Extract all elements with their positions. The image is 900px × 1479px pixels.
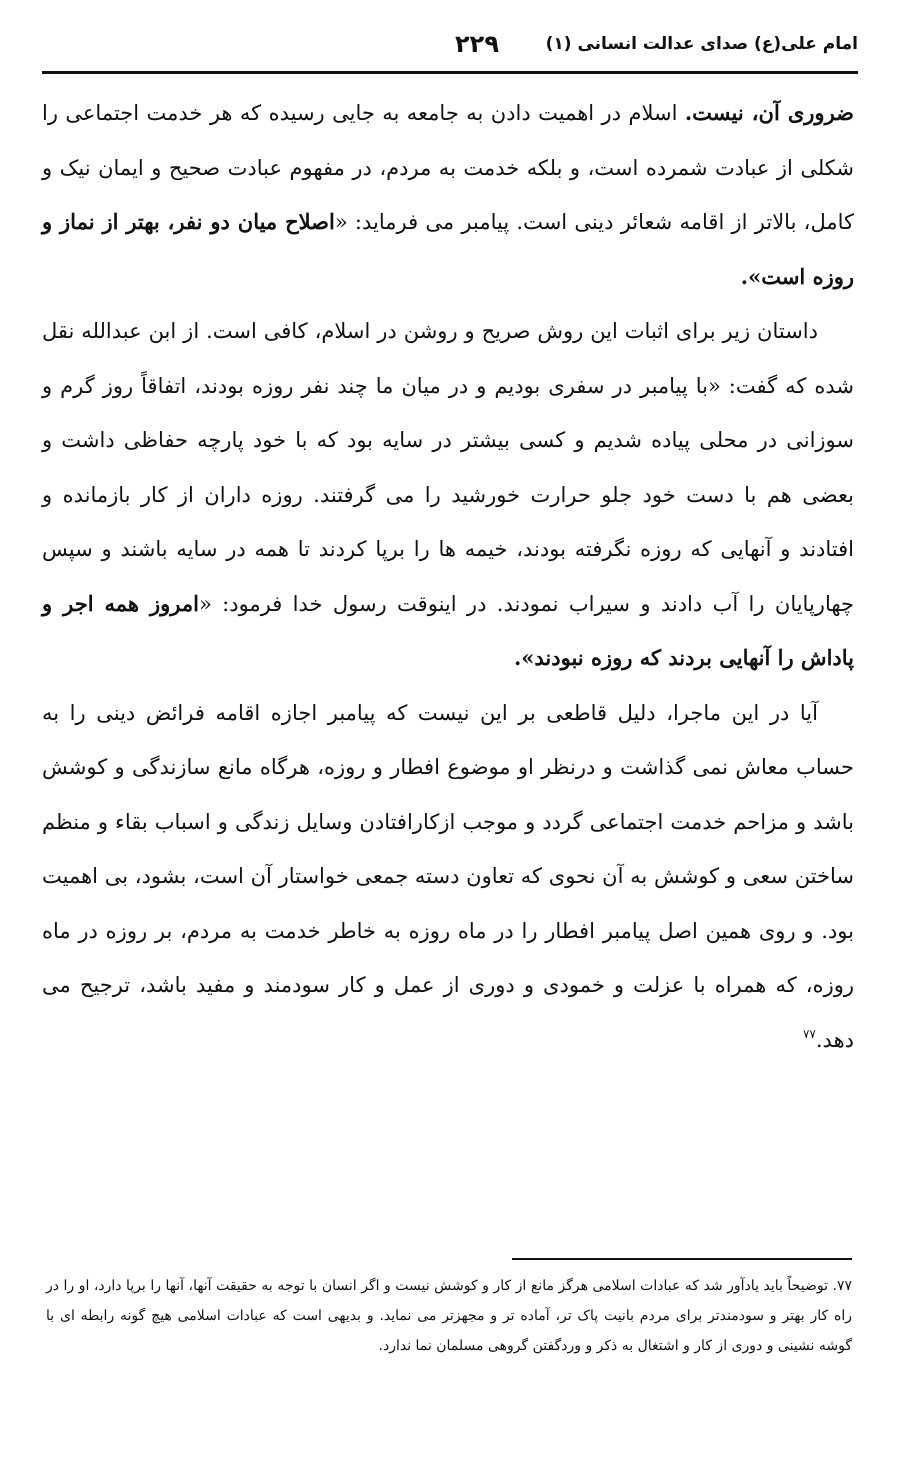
paragraph-2 [42, 304, 854, 686]
running-header [42, 30, 858, 70]
bold-phrase: ضروری آن، نیست. [684, 100, 854, 125]
quote-close: ». [740, 263, 762, 289]
paragraph-text: داستان زیر برای اثبات این روش صریح و روشن در اسلام، کافی است. از ابن عبدالله نقل شده که گفت: «با پیامبر در سفری بودیم و در میان ما چند نفر روزه بودند، اتفاقاً روز گرم و سوزانی در محلی پیاده شدیم و کسی بیشتر در سایه بود که با خود پارچه حفاظی داشت و بعضی هم با دست خود جلو حرارت خورشید را می گرفتند. روزه داران از کار بازمانده و افتادند و آنهایی که روزه نگرفته بودند، خیمه ها را برپا کردند تا همه در سایه باشند و سپس چهارپایان را آب دادند و سیراب نمودند. در اینوقت رسول خدا فرمود: « [42, 319, 855, 616]
page-number: ۲۲۹ [455, 30, 499, 58]
prophet-quote: امروز همه اجر و پاداش را آنهایی بردند که روزه نبودند [42, 590, 854, 670]
footnote [46, 1271, 852, 1361]
body-text [42, 86, 854, 1067]
footnote-reference[interactable]: ۷۷ [802, 1026, 816, 1041]
paragraph-text: اسلام در اهمیت دادن به جامعه به جایی رسیده که هر خدمت اجتماعی را شکلی از عبادت شمرده است، و بلکه خدمت به مردم، در مفهوم عبادت صحیح و ایمان نیک و کامل، بالاتر از اقامه شعائر دینی است. پیامبر می فرماید: « [42, 101, 855, 234]
paragraph-text: آیا در این ماجرا، دلیل قاطعی بر این نیست که پیامبر اجازه اقامه فرائض دینی را به حساب معاش نمی گذاشت و درنظر او موضوع افطار و روزه، هرگاه مانع سازندگی و کوشش باشد و مزاحم خدمت اجتماعی گردد و موجب ازکارافتادن وسایل زندگی و اسباب بقاء و منظم ساختن سعی و کوشش به آن نحوی که تعاون دسته جمعی خواستار آن است، بشود، بی اهمیت بود. و روی همین اصل پیامبر افطار را در ماه روزه به خاطر خدمت به مردم، بر روزه در ماه روزه، که همراه با عزلت و خمودی و دوری از عمل و کار سودمند و مفید باشد، ترجیح می دهد. [42, 700, 854, 1052]
prophet-quote: اصلاح میان دو نفر، بهتر از نماز و روزه است [42, 209, 854, 289]
footnote-text: ۷۷. توضیحاً باید یادآور شد که عبادات اسلامی هرگز مانع از کار و کوشش نیست و اگر انسان با توجه به حقیقت آنها، آنها را برپا دارد، او را در راه کار بهتر و سودمندتر برای مردم بانیت پاک تر، آماده تر و مجهزتر می نماید. و بدیهی است که عبادات اسلامی هیچ گونه رابطه ای با گوشه نشینی و دوری از کار و اشتغال به ذکر و وردگفتن گروهی مسلمان نما ندارد. [46, 1278, 852, 1354]
paragraph-3 [42, 686, 854, 1068]
book-title: امام علی(ع) صدای عدالت انسانی (۱) [545, 34, 858, 54]
footnote-rule [512, 1258, 852, 1260]
paragraph-1 [42, 86, 854, 304]
quote-close: ». [513, 645, 535, 670]
header-rule [42, 71, 858, 74]
